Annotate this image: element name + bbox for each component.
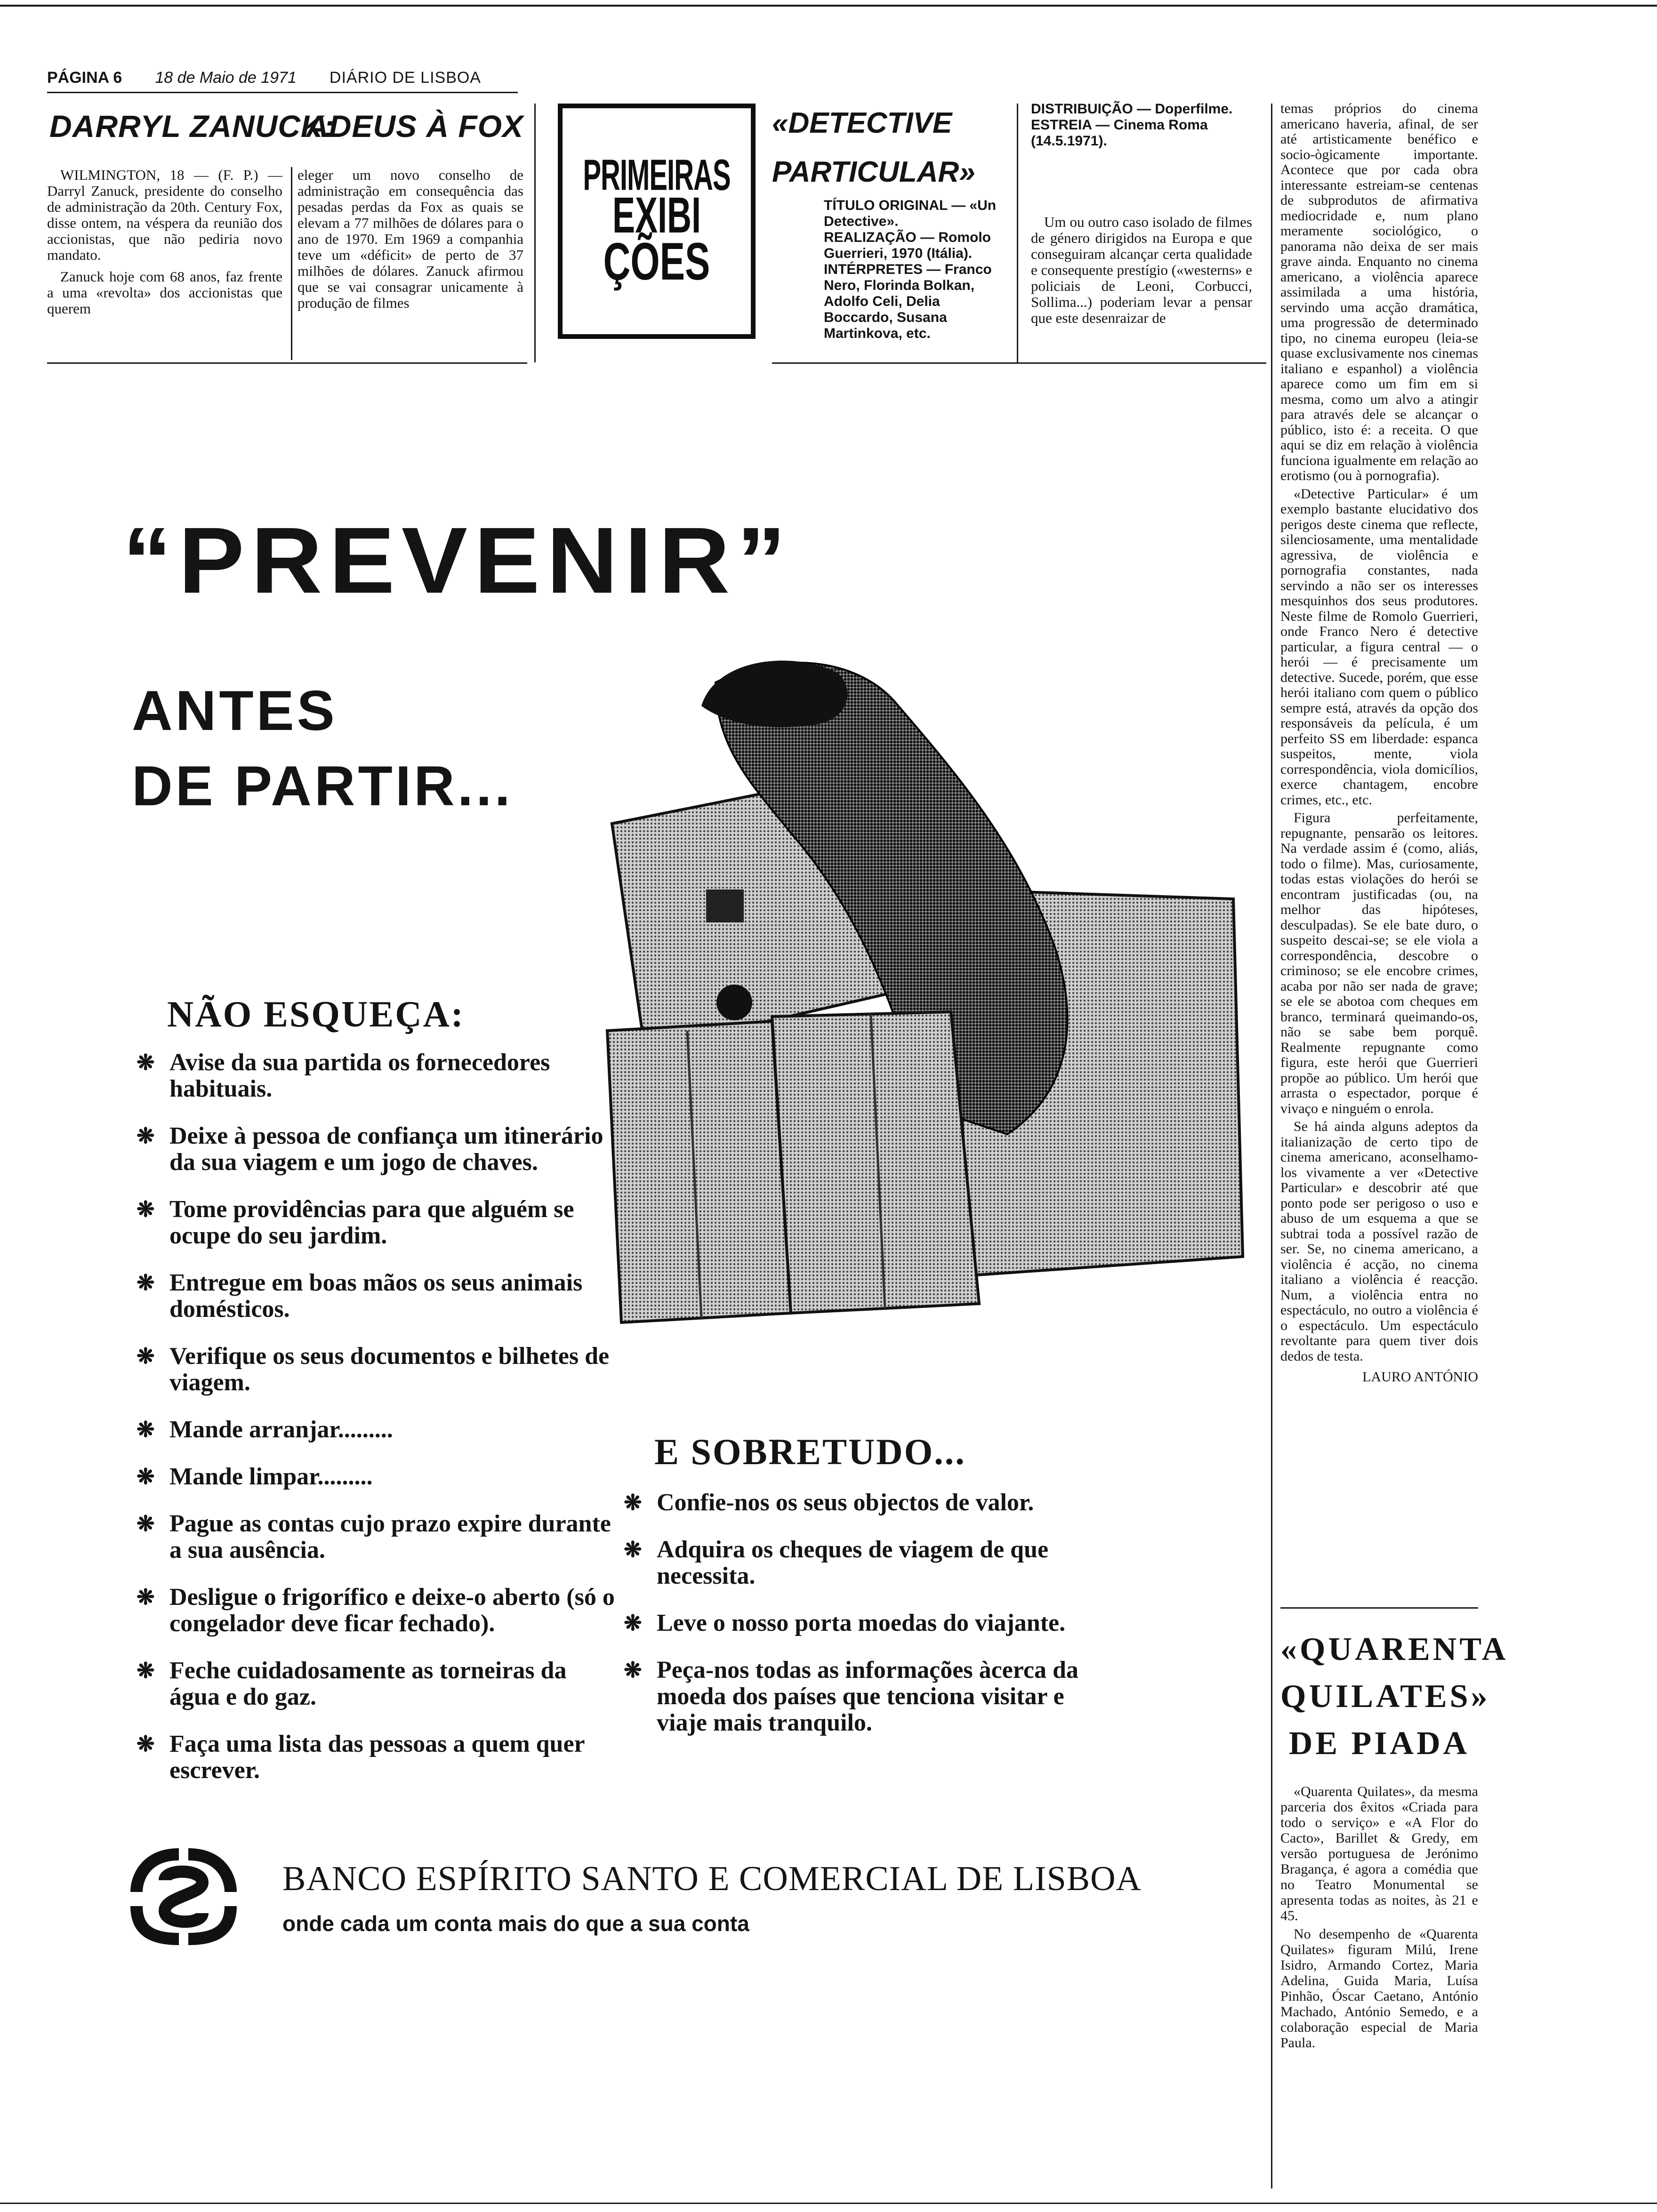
bullet-star-icon: ❋ <box>137 1124 155 1148</box>
detective-title <box>772 99 1017 197</box>
detective-col-right <box>1280 101 1478 1388</box>
ad-list1-item: ❋ Mande arranjar......... <box>137 1416 393 1443</box>
bullet-star-icon: ❋ <box>137 1659 155 1683</box>
masthead-rule <box>47 92 518 93</box>
detective-para-4: Figura perfeitamente, repugnante, pensarão os leitores. Na verdade assim é (como, aliás, todo o filme). Mas, curiosamente, todas estas violações do herói se encontram justificadas (ou, na melhor das hipóteses, desculpadas). Se ele bate duro, o suspeito descai-se; se ele viola a correspondência, descobre o criminoso; se ele encobre crimes, acaba por não ser nada de grave; se ele se abotoa com cheques em branco, terminará queimando-os, não se sabe bem porquê. Realmente repugnante como figura, este herói que Guerrieri propõe ao público. Um herói que arrasta o espectador, porque é vivaço e ninguém o enrola. <box>1280 810 1478 1116</box>
bullet-star-icon: ❋ <box>624 1538 642 1562</box>
bullet-star-icon: ❋ <box>137 1271 155 1295</box>
ad-list1-item: ❋ Desligue o frigorífico e deixe-o aberto (só o congelador deve ficar fechado). <box>137 1584 615 1637</box>
top-border <box>0 5 1657 7</box>
pe-line-3: ÇÕES <box>603 232 710 291</box>
zanuck-para-1: WILMINGTON, 18 — (F. P.) — Darryl Zanuck, presidente do conselho de administração da 20th. Century Fox, disse ontem, na véspera da reunião dos accionistas, que não pediria novo mandato. <box>47 167 282 263</box>
ad-subtitle <box>132 673 513 824</box>
bank-logo <box>118 1835 249 1958</box>
bullet-star-icon: ❋ <box>137 1512 155 1536</box>
quarenta-head-3: DE PIADA <box>1288 1725 1470 1762</box>
detective-para-2: temas próprios do cinema americano haveria, afinal, de ser até artisticamente benéfico e socio-ògicamente importante. Acontece que por cada obra interessante estreiam-se centenas de subprodutos de afirmativa mediocridade e, num plano meramente sociológico, o panorama não deixa de ser mais grave ainda. Enquanto no cinema americano, a violência aparece assimilada a uma história, servindo uma acção dramática, uma progressão de determinado tipo, no cinema europeu (leia-se quase exclusivamente nos cinemas italiano e espanhol) a violência aparece como um fim em si mesma, como um alvo a atingir para através dele se alcançar o público, isto é: a receita. O que aqui se diz em relação à violência funciona igualmente em relação ao erotismo (ou à pornografia). <box>1280 101 1478 483</box>
detective-para-1: Um ou outro caso isolado de filmes de género dirigidos na Europa e que conseguiram alcançar certa qualidade e consequente prestígio («westerns» e policiais de Leoni, Corbucci, Sollima...) poderiam levar a pensar que este desenraizar de <box>1031 214 1253 326</box>
zanuck-para-2: Zanuck hoje com 68 anos, faz frente a uma «revolta» dos accionistas que querem <box>47 268 282 317</box>
section-divider-3 <box>1271 104 1272 2188</box>
quarenta-para-1: «Quarenta Quilates», da mesma parceria dos êxitos «Criada para todo o serviço» e «A Flor do Cacto», Barillet & Gredy, em versão portuguesa de Jerónimo Bragança, é agora a comédia que no Teatro Monumental se apresenta todas as noites, às 21 e 45. <box>1280 1784 1478 1923</box>
zanuck-headline-right: ADEUS À FOX <box>306 109 524 144</box>
ad-list2-item: ❋ Peça-nos todas as informações àcerca da moeda dos países que tenciona visitar e viaje mais tranquilo. <box>624 1657 1078 1736</box>
ad-list2-item: ❋ Adquira os cheques de viagem de que necessita. <box>624 1536 1049 1589</box>
ad-list2 <box>624 1490 1104 1757</box>
quarenta-headline <box>1280 1626 1509 1767</box>
detective-para-5: Se há ainda alguns adeptos da italianização de certo tipo de cinema americano, aconselhamo-los vivamente a ver «Detective Particular» e descobrir até que ponto pode ser perigoso o uso e abuso de um esquema a que se subtrai toda a possível razão de ser. Se, no cinema americano, a violência é acção, no cinema italiano a violência é reacção. Num, a violência entra no espectáculo, no outro a violência é o espectáculo. Um espectáculo revoltante para quem tiver dois dedos de testa. <box>1280 1119 1478 1364</box>
detective-title-2: PARTICULAR» <box>772 156 975 188</box>
ad-list1-item: ❋ Deixe à pessoa de confiança um itinerário da sua viagem e um jogo de chaves. <box>137 1122 603 1176</box>
ad-list1-heading: NÃO ESQUEÇA: <box>167 994 465 1034</box>
bank-name: BANCO ESPÍRITO SANTO E COMERCIAL DE LISBOA <box>282 1859 1142 1898</box>
section-divider-2 <box>1017 104 1018 362</box>
primeiras-exibicoes-box <box>558 104 756 339</box>
detective-bottom-rule <box>772 362 1266 364</box>
zanuck-para-3: eleger um novo conselho de administração em consequência das pesadas perdas da Fox as quais se elevam a 77 milhões de dólares para o ano de 1970. Em 1969 a companhia teve um «déficit» de perto de 37 milhões de dólares. Zanuck afirmou que se vai consagrar unicamente à produção de filmes <box>298 167 523 311</box>
credit-interpretes: INTÉRPRETES — Franco Nero, Florinda Bolkan, Adolfo Celi, Delia Boccardo, Susana Martinkova, etc. <box>824 262 992 341</box>
pe-line-1: PRIMEIRAS <box>583 151 731 200</box>
ad-list1-item: ❋ Feche cuidadosamente as torneiras da água e do gaz. <box>137 1657 567 1710</box>
credit-realizacao: REALIZAÇÃO — Romolo Guerrieri, 1970 (Itália). <box>824 230 991 261</box>
zanuck-col-divider <box>291 167 292 360</box>
ad-list1-item: ❋ Pague as contas cujo prazo expire durante a sua ausência. <box>137 1510 611 1563</box>
ad-list2-heading: E SOBRETUDO... <box>654 1431 966 1472</box>
ad-list1-item: ❋ Tome providências para que alguém se ocupe do seu jardim. <box>137 1196 574 1249</box>
article-author: LAURO ANTÓNIO <box>1362 1369 1478 1385</box>
ad-list2-item: ❋ Confie-nos os seus objectos de valor. <box>624 1489 1034 1516</box>
quarenta-para-2: No desempenho de «Quarenta Quilates» figuram Milú, Irene Isidro, Armando Cortez, Maria Adelina, Guida Maria, Luísa Pinhão, Óscar Caetano, António Machado, António Semedo, e a colaboração especial de Maria Paula. <box>1280 1926 1478 2051</box>
ad-list1 <box>137 1050 617 1804</box>
detective-title-1: «DETECTIVE <box>772 107 952 139</box>
bullet-star-icon: ❋ <box>137 1197 155 1221</box>
ad-subtitle-2: DE PARTIR... <box>132 754 513 817</box>
luggage-illustration <box>593 645 1271 1341</box>
detective-credits-cont <box>1031 101 1252 149</box>
quarenta-head-1: «QUARENTA <box>1280 1631 1509 1667</box>
ad-list1-item: ❋ Verifique os seus documentos e bilhetes de viagem. <box>137 1343 610 1396</box>
detective-col-mid <box>1031 214 1252 329</box>
credit-original: TÍTULO ORIGINAL — «Un Detective». <box>824 198 997 229</box>
ad-list1-item: ❋ Avise da sua partida os fornecedores habituais. <box>137 1049 550 1102</box>
ad-subtitle-1: ANTES <box>132 679 338 742</box>
page-number: PÁGINA 6 <box>47 68 122 87</box>
ad-list1-item: ❋ Faça uma lista das pessoas a quem quer escrever. <box>137 1731 585 1784</box>
bullet-star-icon: ❋ <box>624 1658 642 1682</box>
ad-title: “PREVENIR” <box>122 507 793 613</box>
zanuck-headline-left: DARRYL ZANUCK: <box>49 109 335 144</box>
ad-list2-item: ❋ Leve o nosso porta moedas do viajante. <box>624 1610 1066 1636</box>
credit-estreia: ESTREIA — Cinema Roma (14.5.1971). <box>1031 117 1208 149</box>
issue-date: 18 de Maio de 1971 <box>155 68 297 87</box>
detective-para-3: «Detective Particular» é um exemplo bastante elucidativo dos perigos deste cinema que reflecte, silenciosamente, uma mentalidade agressiva, de violência e pornografia constantes, nada servindo a não ser os interesses mesquinhos dos seus produtores. Neste filme de Romolo Guerrieri, onde Franco Nero é detective particular, a figura central — o herói — é precisamente um detective. Sucede, porém, que esse herói italiano com quem o público sempre está, através da opção dos responsáveis da película, é um perfeito SS em liberdade: espanca suspeitos, mente, viola correspondência, viola domicílios, exerce chantagem, encobre crimes, etc., etc. <box>1280 486 1478 808</box>
bullet-star-icon: ❋ <box>137 1465 155 1489</box>
bullet-star-icon: ❋ <box>137 1050 155 1074</box>
zanuck-col-1 <box>47 167 282 320</box>
ad-list1-item: ❋ Mande limpar......... <box>137 1463 373 1490</box>
masthead <box>47 66 518 89</box>
bullet-star-icon: ❋ <box>137 1732 155 1756</box>
bullet-star-icon: ❋ <box>137 1418 155 1442</box>
quarenta-body <box>1280 1784 1478 2053</box>
zanuck-col-2 <box>298 167 523 314</box>
newspaper-name: DIÁRIO DE LISBOA <box>329 68 481 87</box>
bank-slogan: onde cada um conta mais do que a sua conta <box>282 1911 749 1936</box>
bullet-star-icon: ❋ <box>137 1585 155 1609</box>
detective-credits <box>824 198 1010 342</box>
quarenta-top-rule <box>1280 1607 1478 1609</box>
credit-distribuicao: DISTRIBUIÇÃO — Doperfilme. <box>1031 101 1233 117</box>
bottom-border <box>0 2203 1657 2204</box>
bullet-star-icon: ❋ <box>624 1611 642 1635</box>
quarenta-head-2: QUILATES» <box>1280 1678 1490 1715</box>
bullet-star-icon: ❋ <box>137 1344 155 1368</box>
section-divider-1 <box>534 104 536 362</box>
ad-list1-item: ❋ Entregue em boas mãos os seus animais domésticos. <box>137 1269 583 1322</box>
bullet-star-icon: ❋ <box>624 1491 642 1515</box>
pe-line-2: EXIBI <box>612 187 701 244</box>
zanuck-bottom-rule <box>47 362 527 364</box>
